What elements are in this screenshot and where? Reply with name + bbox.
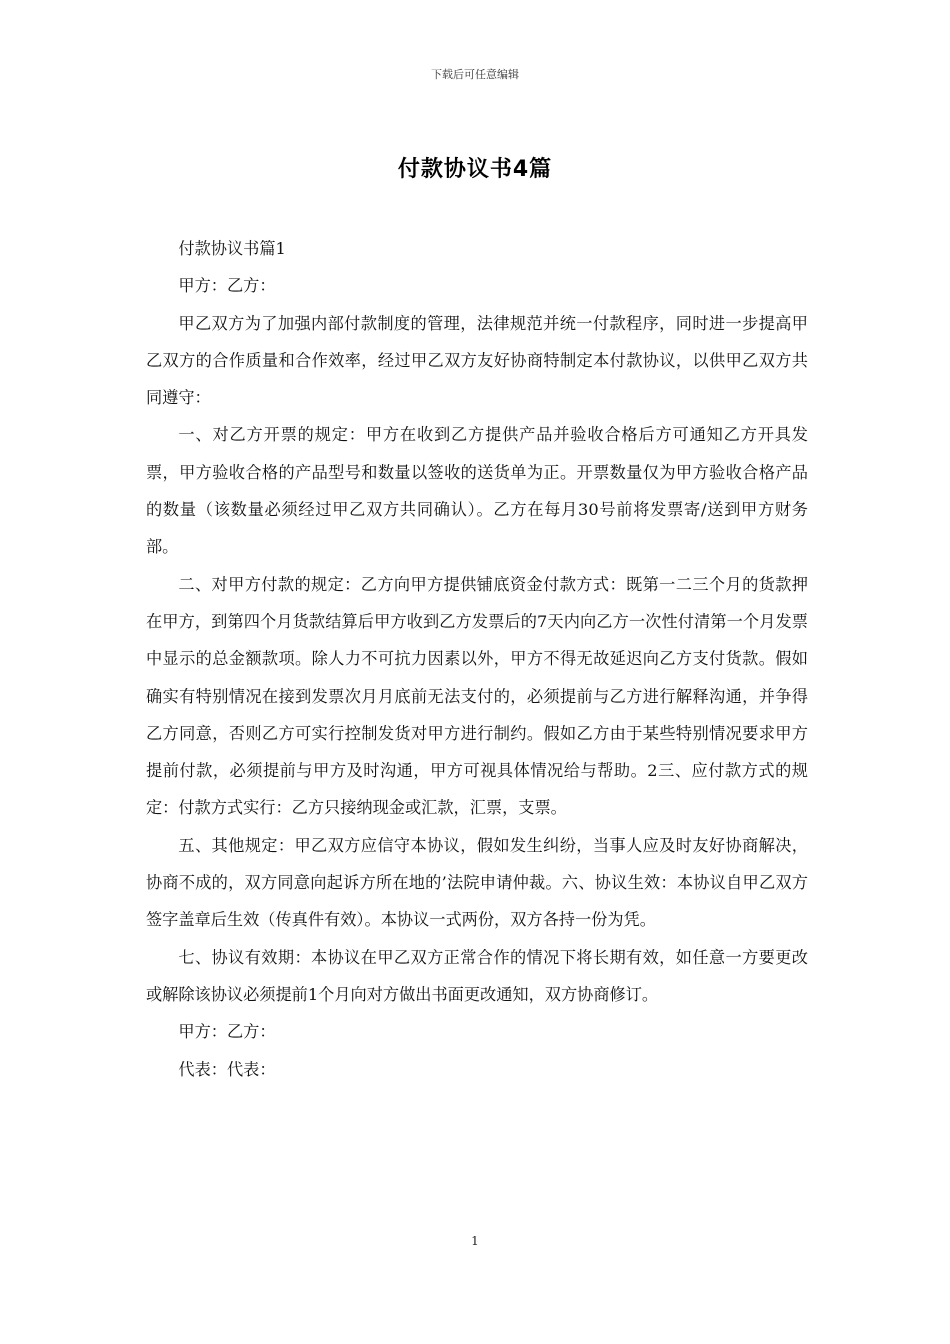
clause-payment: 二、对甲方付款的规定：乙方向甲方提供铺底资金付款方式：既第一二三个月的货款押在甲方，到第四个月货款结算后甲方收到乙方发票后的7天内向乙方一次性付清第一个月发票中显示的总金额款项。除人力不可抗力因素以外，甲方不得无故延迟向乙方支付货款。假如确实有特别情况在接到发票次月月底前无法支付的，必须提前与乙方进行解释沟通，并争得乙方同意，否则乙方可实行控制发货对甲方进行制约。假如乙方由于某些特别情况要求甲方提前付款，必须提前与甲方及时沟通，甲方可视具体情况给与帮助。2三、应付款方式的规定：付款方式实行：乙方只接纳现金或汇款，汇票，支票。 xyxy=(146,574,808,818)
signature-representatives-line: 代表：代表： xyxy=(178,1059,276,1079)
clause-validity: 七、协议有效期：本协议在甲乙双方正常合作的情况下将长期有效，如任意一方要更改或解除该协议必须提前1个月向对方做出书面更改通知，双方协商修订。 xyxy=(146,947,808,1004)
clause-other: 五、其他规定：甲乙双方应信守本协议，假如发生纠纷，当事人应及时友好协商解决，协商不成的，双方同意向起诉方所在地的’法院申请仲裁。六、协议生效：本协议自甲乙双方签字盖章后生效（传真件有效）。本协议一式两份，双方各持一份为凭。 xyxy=(146,835,808,930)
signature-parties-line: 甲方：乙方： xyxy=(178,1022,276,1042)
page-number: 1 xyxy=(471,1234,479,1248)
page-header: 下载后可任意编辑 xyxy=(431,68,519,81)
section-heading: 付款协议书篇1 xyxy=(178,239,286,258)
document-body xyxy=(146,230,808,1088)
parties-line: 甲方：乙方： xyxy=(178,276,276,296)
clause-invoicing: 一、对乙方开票的规定：甲方在收到乙方提供产品并验收合格后方可通知乙方开具发票，甲方验收合格的产品型号和数量以签收的送货单为正。开票数量仅为甲方验收合格产品的数量（该数量必须经过甲乙双方共同确认）。乙方在每月30号前将发票寄/送到甲方财务部。 xyxy=(146,425,808,557)
document-title: 付款协议书4篇 xyxy=(397,157,553,182)
preamble-paragraph: 甲乙双方为了加强内部付款制度的管理，法律规范并统一付款程序，同时进一步提高甲乙双方的合作质量和合作效率，经过甲乙双方友好协商特制定本付款协议，以供甲乙双方共同遵守： xyxy=(146,313,808,408)
